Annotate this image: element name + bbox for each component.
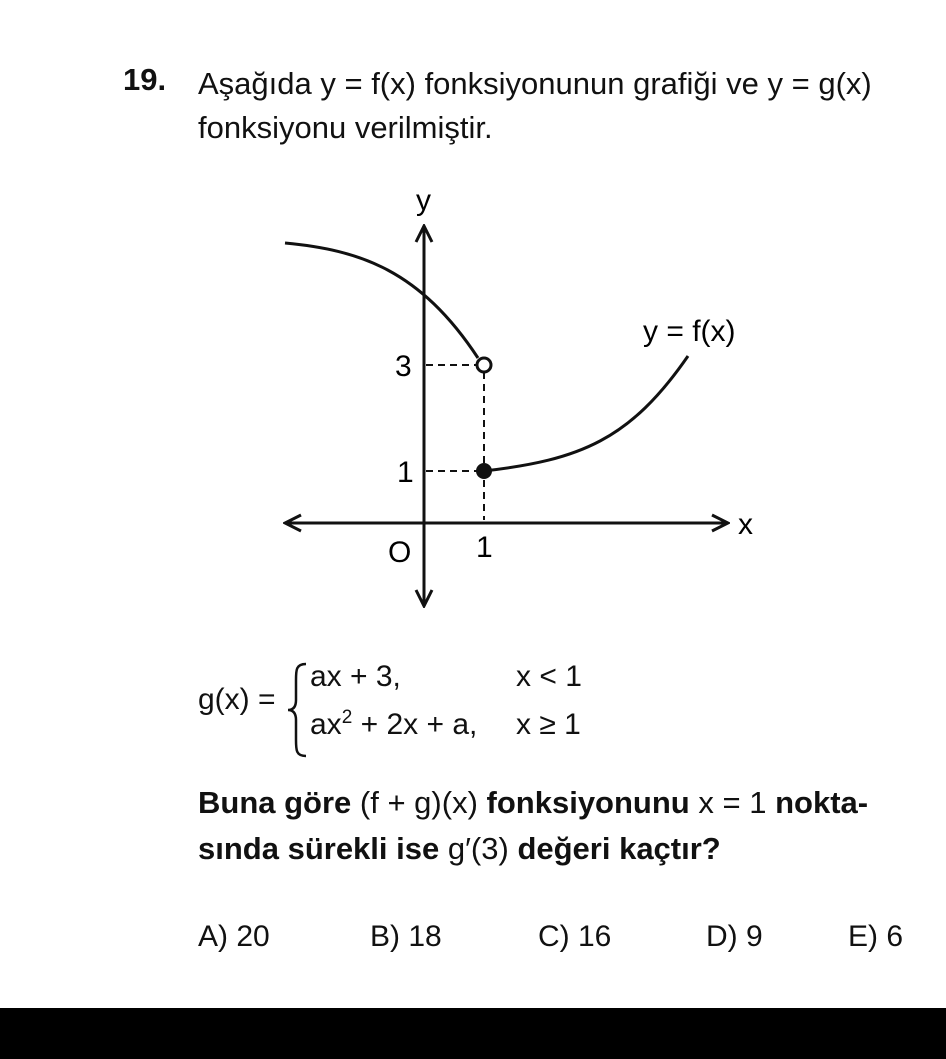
g-case-2-term-a: ax xyxy=(310,708,342,741)
choice-c[interactable]: C) 16 xyxy=(538,920,612,953)
prompt-part-2: fonksiyonunu xyxy=(486,785,690,820)
f-left-branch xyxy=(285,243,478,358)
prompt-part-3: nokta- xyxy=(775,785,869,820)
choice-d[interactable]: D) 9 xyxy=(706,920,763,953)
tick-label-y-3: 3 xyxy=(395,350,412,383)
piecewise-brace-icon xyxy=(286,660,312,760)
origin-label: O xyxy=(388,536,412,569)
y-axis-label: y xyxy=(416,184,431,217)
g-case-2-term-b: + 2x + a, xyxy=(352,708,478,741)
prompt-part-5: değeri kaçtır? xyxy=(517,831,721,866)
tick-label-y-1: 1 xyxy=(397,456,414,489)
curve-label: y = f(x) xyxy=(643,315,736,348)
question-line-2: fonksiyonu verilmiştir. xyxy=(198,110,493,145)
g-case-2-exponent: 2 xyxy=(341,707,353,728)
question-prompt xyxy=(198,780,938,872)
question-number: 19. xyxy=(123,62,167,97)
bottom-black-bar xyxy=(0,1008,946,1059)
f-right-branch xyxy=(484,356,688,471)
prompt-line-1 xyxy=(198,780,938,826)
prompt-math-2: x = 1 xyxy=(698,785,767,820)
question-line-1: Aşağıda y = f(x) fonksiyonunun grafiği ve y = g(x) xyxy=(198,66,872,101)
prompt-math-3: g′(3) xyxy=(447,831,509,866)
open-point-1-3 xyxy=(477,358,491,372)
prompt-part-1: Buna göre xyxy=(198,785,352,820)
g-case-2-expression xyxy=(310,708,477,742)
choice-b[interactable]: B) 18 xyxy=(370,920,442,953)
g-case-2-condition: x ≥ 1 xyxy=(516,708,581,741)
closed-point-1-1 xyxy=(476,463,492,479)
choice-e[interactable]: E) 6 xyxy=(848,920,904,953)
prompt-line-2 xyxy=(198,826,938,872)
g-case-1-expression: ax + 3, xyxy=(310,660,401,693)
prompt-part-4: sında sürekli ise xyxy=(198,831,440,866)
prompt-math-1: (f + g)(x) xyxy=(359,785,478,820)
g-case-1-condition: x < 1 xyxy=(516,660,582,693)
x-axis-label: x xyxy=(738,508,753,541)
choice-a[interactable]: A) 20 xyxy=(198,920,270,953)
tick-label-x-1: 1 xyxy=(476,531,493,564)
g-function-label: g(x) = xyxy=(198,683,276,716)
